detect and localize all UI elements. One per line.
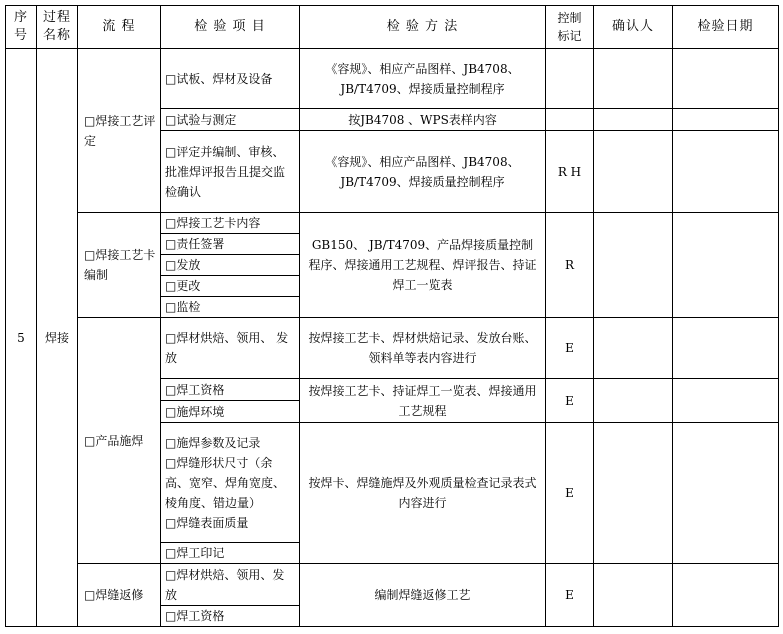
item-group-cell [161, 423, 300, 543]
mark-cell: E [546, 423, 594, 564]
header-row [6, 6, 779, 49]
item-cell[interactable]: □焊工印记 [161, 543, 300, 564]
header-seq-line1: 序 [13, 10, 28, 25]
method-cell: 按焊接工艺卡、持证焊工一览表、焊接通用工艺规程 [300, 379, 546, 423]
mark-cell: E [546, 564, 594, 627]
mark-cell: R [546, 213, 594, 318]
table-row [6, 564, 779, 606]
mark-cell [546, 49, 594, 109]
seq-cell: 5 [6, 49, 37, 627]
table-row [6, 213, 779, 234]
item-cell[interactable]: □焊材烘焙、领用、 发放 [161, 318, 300, 379]
mark-cell: E [546, 379, 594, 423]
item-line[interactable]: □施焊参数及记录 [165, 435, 261, 450]
mark-cell [546, 109, 594, 131]
date-cell[interactable] [673, 423, 779, 564]
method-cell: 编制焊缝返修工艺 [300, 564, 546, 627]
flow-weld-procedure-qualification[interactable]: □焊接工艺评定 [78, 49, 161, 213]
mark-cell: E [546, 318, 594, 379]
date-cell[interactable] [673, 379, 779, 423]
welding-inspection-table [5, 5, 779, 627]
method-cell: 《容规》、相应产品图样、JB4708、JB/T4709、焊接质量控制程序 [300, 49, 546, 109]
item-cell[interactable]: □评定并编制、审核、批准焊评报告且提交监检确认 [161, 131, 300, 213]
method-cell: 《容规》、相应产品图样、JB4708、JB/T4709、焊接质量控制程序 [300, 131, 546, 213]
item-line[interactable]: □焊缝表面质量 [165, 515, 249, 530]
method-cell: 按焊卡、焊缝施焊及外观质量检查记录表式内容进行 [300, 423, 546, 564]
confirmer-cell[interactable] [594, 564, 673, 627]
confirmer-cell[interactable] [594, 318, 673, 379]
date-cell[interactable] [673, 49, 779, 109]
item-cell[interactable]: □更改 [161, 276, 300, 297]
item-cell[interactable]: □焊材烘焙、领用、发放 [161, 564, 300, 606]
confirmer-cell[interactable] [594, 49, 673, 109]
confirmer-cell[interactable] [594, 131, 673, 213]
method-cell: GB150、 JB/T4709、产品焊接质量控制程序、焊接通用工艺规程、焊评报告、持证焊工一览表 [300, 213, 546, 318]
header-date: 检验日期 [673, 6, 779, 49]
confirmer-cell[interactable] [594, 213, 673, 318]
date-cell[interactable] [673, 131, 779, 213]
flow-product-welding[interactable]: □产品施焊 [78, 318, 161, 564]
item-cell[interactable]: □试验与测定 [161, 109, 300, 131]
item-cell[interactable]: □焊工资格 [161, 606, 300, 627]
method-cell: 按焊接工艺卡、焊材烘焙记录、发放台账、领料单等表内容进行 [300, 318, 546, 379]
table-row [6, 49, 779, 109]
item-cell[interactable]: □施焊环境 [161, 401, 300, 423]
header-confirmer: 确认人 [594, 6, 673, 49]
date-cell[interactable] [673, 318, 779, 379]
item-cell[interactable]: □监检 [161, 297, 300, 318]
flow-weld-repair[interactable]: □焊缝返修 [78, 564, 161, 627]
item-cell[interactable]: □试板、焊材及设备 [161, 49, 300, 109]
confirmer-cell[interactable] [594, 109, 673, 131]
confirmer-cell[interactable] [594, 423, 673, 564]
confirmer-cell[interactable] [594, 379, 673, 423]
header-item: 检 验 项 目 [161, 6, 300, 49]
header-mark-line1: 控制 [557, 11, 582, 25]
item-cell[interactable]: □责任签署 [161, 234, 300, 255]
flow-weld-card-compilation[interactable]: □焊接工艺卡编制 [78, 213, 161, 318]
header-control-mark [546, 6, 594, 49]
header-seq-line2: 号 [13, 28, 28, 43]
item-cell[interactable]: □发放 [161, 255, 300, 276]
header-process-line1: 过程 [42, 10, 71, 25]
header-process-name [37, 6, 78, 49]
header-flow: 流 程 [78, 6, 161, 49]
item-cell[interactable]: □焊接工艺卡内容 [161, 213, 300, 234]
item-line[interactable]: □焊缝形状尺寸（余高、宽窄、焊角宽度、棱角度、错边量） [165, 455, 286, 510]
method-cell: 按JB4708 、WPS表样内容 [300, 109, 546, 131]
header-process-line2: 名称 [42, 28, 71, 43]
header-method: 检 验 方 法 [300, 6, 546, 49]
date-cell[interactable] [673, 213, 779, 318]
process-cell: 焊接 [37, 49, 78, 627]
date-cell[interactable] [673, 109, 779, 131]
mark-cell: R H [546, 131, 594, 213]
table-row [6, 318, 779, 379]
item-cell[interactable]: □焊工资格 [161, 379, 300, 401]
header-mark-line2: 标记 [557, 29, 582, 43]
header-seq [6, 6, 37, 49]
date-cell[interactable] [673, 564, 779, 627]
